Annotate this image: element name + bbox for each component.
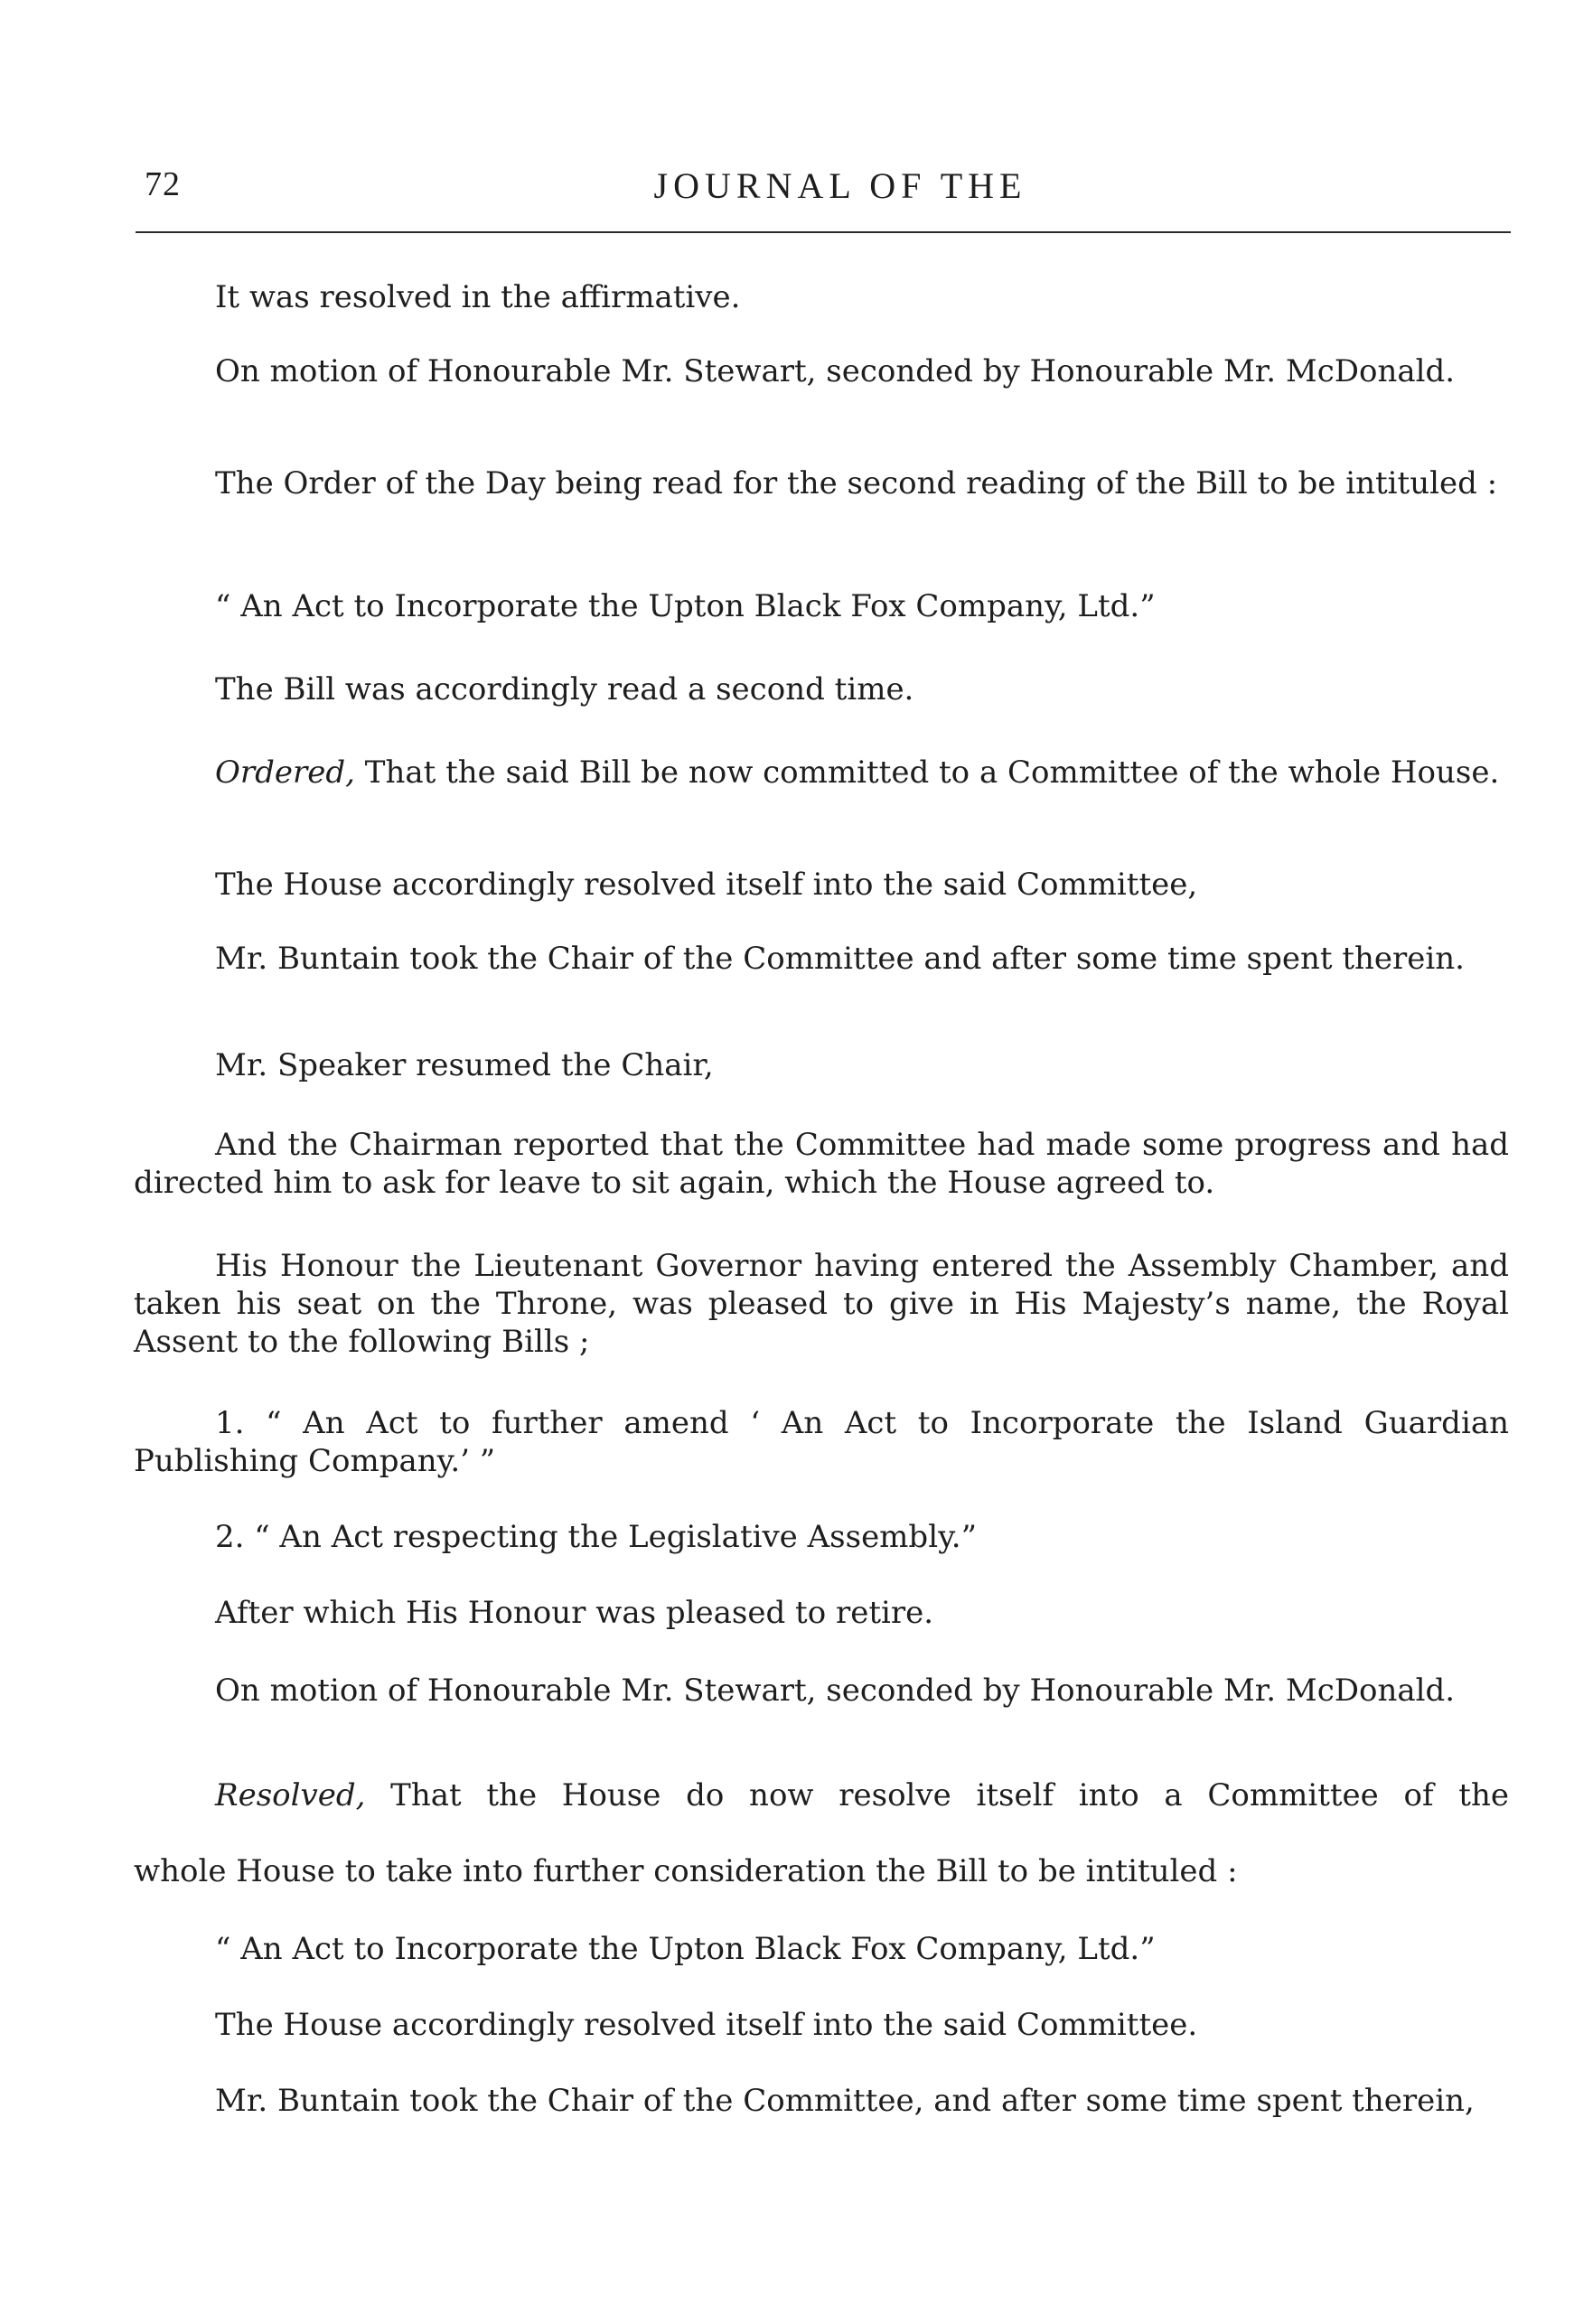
paragraph: After which His Honour was pleased to retire. <box>215 1595 934 1631</box>
paragraph: The House accordingly resolved itself into the said Committee, <box>215 867 1198 903</box>
paragraph: It was resolved in the affirmative. <box>215 279 741 315</box>
paragraph: Mr. Buntain took the Chair of the Committee, and after some time spent therein, <box>215 2083 1475 2119</box>
paragraph: The House accordingly resolved itself into the said Committee. <box>215 2007 1198 2043</box>
paragraph: Mr. Speaker resumed the Chair, <box>215 1047 714 1083</box>
list-item: 2. “ An Act respecting the Legislative Assembly.” <box>215 1519 977 1555</box>
paragraph: On motion of Honourable Mr. Stewart, seconded by Honourable Mr. McDonald. <box>215 1673 1456 1709</box>
act-title-quote: “ An Act to Incorporate the Upton Black Fox Company, Ltd.” <box>215 1931 1156 1967</box>
paragraph: On motion of Honourable Mr. Stewart, seconded by Honourable Mr. McDonald. <box>215 353 1456 389</box>
act-title-quote: “ An Act to Incorporate the Upton Black Fox Company, Ltd.” <box>215 588 1156 624</box>
paragraph: And the Chairman reported that the Committee had made some progress and had directed him to ask for leave to sit again, which the House agreed to. <box>134 1127 1509 1201</box>
ordered-text: That the said Bill be now committed to a Committee of the whole House. <box>354 754 1500 791</box>
paragraph-ordered <box>134 754 1509 792</box>
paragraph-resolved <box>134 1776 1509 1814</box>
list-item: 1. “ An Act to further amend ‘ An Act to Incorporate the Island Guardian Publishing Company.’ ” <box>134 1405 1509 1479</box>
header-rule <box>136 231 1511 233</box>
paragraph: The Order of the Day being read for the second reading of the Bill to be intituled : <box>215 465 1498 501</box>
ordered-lead: Ordered, <box>215 754 355 791</box>
paragraph: The Bill was accordingly read a second time. <box>215 671 914 708</box>
page-header <box>134 155 1511 210</box>
page-number: 72 <box>145 165 181 203</box>
resolved-lead: Resolved, <box>215 1777 366 1813</box>
paragraph: His Honour the Lieutenant Governor having entered the Assembly Chamber, and taken his seat on the Throne, was pleased to give in His Majesty’s name, the Royal Assent to the following Bills ; <box>134 1248 1509 1360</box>
resolved-text: That the House do now resolve itself into a Committee of the <box>365 1777 1509 1813</box>
paragraph: Mr. Buntain took the Chair of the Committee and after some time spent therein. <box>215 941 1465 977</box>
paragraph: whole House to take into further consideration the Bill to be intituled : <box>134 1853 1238 1889</box>
running-title: JOURNAL OF THE <box>653 165 1027 206</box>
